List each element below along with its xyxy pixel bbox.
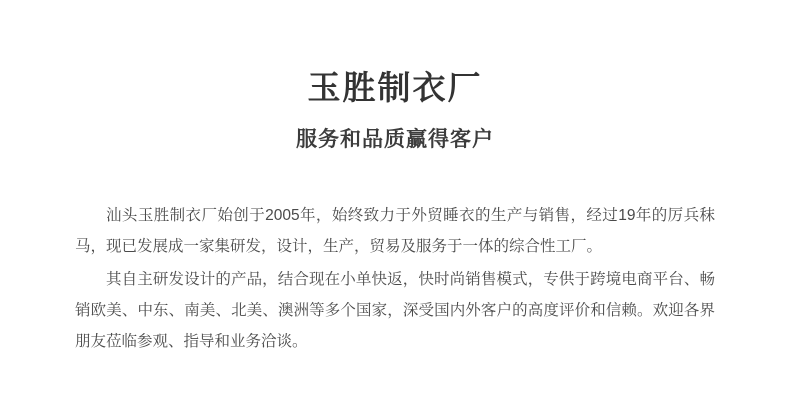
intro-paragraph: 汕头玉胜制衣厂始创于2005年，始终致力于外贸睡衣的生产与销售，经过19年的厉兵秣马，现已发展成一家集研发，设计，生产，贸易及服务于一体的综合性工厂。 [75,206,715,255]
intro-text-block [75,200,715,357]
page-title: 玉胜制衣厂 [307,69,483,106]
intro-paragraph: 其自主研发设计的产品，结合现在小单快返，快时尚销售模式，专供于跨境电商平台、畅销欧美、中东、南美、北美、澳洲等多个国家，深受国内外客户的高度评价和信赖。欢迎各界朋友莅临参观、指导和业务洽谈。 [75,270,715,350]
page-header [0,0,790,154]
page-subtitle: 服务和品质赢得客户 [296,127,494,151]
